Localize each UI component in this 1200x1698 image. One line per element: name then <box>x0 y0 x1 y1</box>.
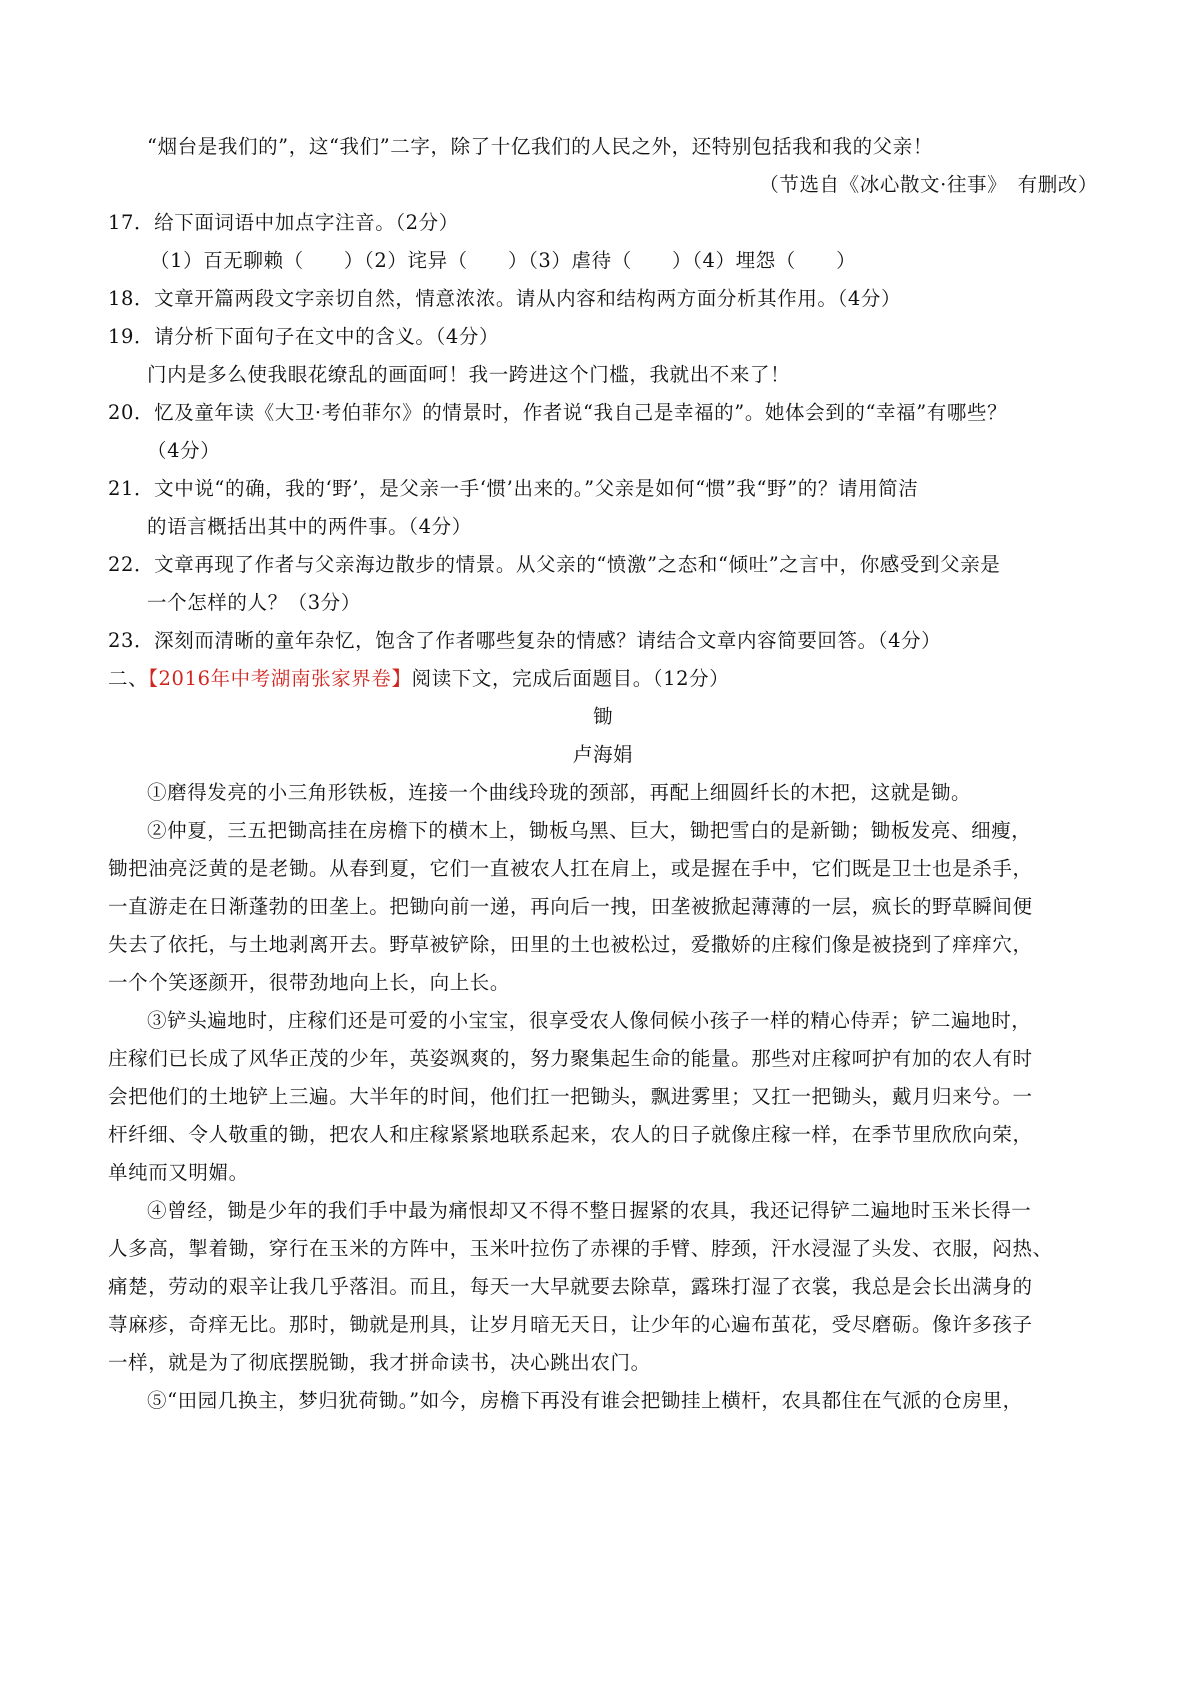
paragraph-2-line4: 失去了依托，与土地剥离开去。野草被铲除，田里的土也被松过，爱撒娇的庄稼们像是被挠到了痒痒穴， <box>108 933 1033 956</box>
passage1-source: （节选自《冰心散文·往事》 有删改） <box>759 173 1098 196</box>
article-title: 锄 <box>592 705 614 728</box>
paragraph-4-line5: 一样，就是为了彻底摆脱锄，我才拼命读书，决心跳出农门。 <box>108 1351 651 1374</box>
section2-source-tag: 【2016年中考湖南张家界卷】 <box>148 667 412 690</box>
section2-instruction: 阅读下文，完成后面题目。（12分） <box>411 667 730 690</box>
article-author: 卢海娟 <box>572 743 634 766</box>
question-18: 18．文章开篇两段文字亲切自然，情意浓浓。请从内容和结构两方面分析其作用。（4分） <box>108 287 902 310</box>
paragraph-2-line1: ②仲夏，三五把锄高挂在房檐下的横木上，锄板乌黑、巨大，锄把雪白的是新锄；锄板发亮、细瘦， <box>147 819 1032 842</box>
paragraph-4-line3: 痛楚，劳动的艰辛让我几乎落泪。而且，每天一大早就要去除草，露珠打湿了衣裳，我总是会长出满身的 <box>108 1275 1033 1298</box>
question-17: 17．给下面词语中加点字注音。（2分） <box>108 211 459 234</box>
paragraph-5-line1: ⑤“田园几换主，梦归犹荷锄。”如今，房檐下再没有谁会把锄挂上横杆，农具都住在气派的仓房里， <box>147 1389 1023 1412</box>
paragraph-1: ①磨得发亮的小三角形铁板，连接一个曲线玲珑的颈部，再配上细圆纤长的木把，这就是锄。 <box>147 781 972 804</box>
question-19: 19．请分析下面句子在文中的含义。（4分） <box>108 325 500 348</box>
section2-heading <box>108 665 1098 693</box>
question-19-quote: 门内是多么使我眼花缭乱的画面呵！我一跨进这个门槛，我就出不来了！ <box>147 363 791 386</box>
section2-prefix: 二、 <box>108 667 149 690</box>
question-20-line2: （4分） <box>147 439 221 462</box>
question-22-line1: 22．文章再现了作者与父亲海边散步的情景。从父亲的“愤激”之态和“倾吐”之言中，你感受到父亲是 <box>108 553 1001 576</box>
question-22-line2: 一个怎样的人？（3分） <box>147 591 362 614</box>
question-17-items: （1）百无聊赖（ ）（2）诧异（ ）（3）虐待（ ）（4）埋怨（ ） <box>150 249 857 272</box>
paragraph-2-line2: 锄把油亮泛黄的是老锄。从春到夏，它们一直被农人扛在肩上，或是握在手中，它们既是卫士也是杀手， <box>108 857 1033 880</box>
passage1-closing-line: “烟台是我们的”，这“我们”二字，除了十亿我们的人民之外，还特别包括我和我的父亲！ <box>147 135 933 158</box>
paragraph-3-line1: ③铲头遍地时，庄稼们还是可爱的小宝宝，很享受农人像伺候小孩子一样的精心侍弄；铲二遍地时， <box>147 1009 1032 1032</box>
paragraph-3-line3: 会把他们的土地铲上三遍。大半年的时间，他们扛一把锄头，飘进雾里；又扛一把锄头，戴月归来兮。一 <box>108 1085 1033 1108</box>
question-21-line1: 21．文中说“的确，我的‘野’，是父亲一手‘惯’出来的。”父亲是如何“惯”我“野”的？请用简洁 <box>108 477 919 500</box>
paragraph-3-line5: 单纯而又明媚。 <box>108 1161 249 1184</box>
paragraph-4-line1: ④曾经，锄是少年的我们手中最为痛恨却又不得不整日握紧的农具，我还记得铲二遍地时玉米长得一 <box>147 1199 1032 1222</box>
paragraph-2-line5: 一个个笑逐颜开，很带劲地向上长，向上长。 <box>108 971 511 994</box>
paragraph-4-line2: 人多高，掣着锄，穿行在玉米的方阵中，玉米叶拉伤了赤裸的手臂、脖颈，汗水浸湿了头发、衣服，闷热、 <box>108 1237 1053 1260</box>
question-23: 23．深刻而清晰的童年杂忆，饱含了作者哪些复杂的情感？请结合文章内容简要回答。（4分） <box>108 629 942 652</box>
paragraph-4-line4: 荨麻疹，奇痒无比。那时，锄就是刑具，让岁月暗无天日，让少年的心遍布茧花，受尽磨砺。像许多孩子 <box>108 1313 1033 1336</box>
question-21-line2: 的语言概括出其中的两件事。（4分） <box>147 515 472 538</box>
paragraph-3-line4: 杆纤细、令人敬重的锄，把农人和庄稼紧紧地联系起来，农人的日子就像庄稼一样，在季节里欣欣向荣， <box>108 1123 1033 1146</box>
paragraph-3-line2: 庄稼们已长成了风华正茂的少年，英姿飒爽的，努力聚集起生命的能量。那些对庄稼呵护有加的农人有时 <box>108 1047 1033 1070</box>
paragraph-2-line3: 一直游走在日渐蓬勃的田垄上。把锄向前一递，再向后一拽，田垄被掀起薄薄的一层，疯长的野草瞬间便 <box>108 895 1033 918</box>
question-20-line1: 20．忆及童年读《大卫·考伯菲尔》的情景时，作者说“我自己是幸福的”。她体会到的“幸福”有哪些？ <box>108 401 1008 424</box>
